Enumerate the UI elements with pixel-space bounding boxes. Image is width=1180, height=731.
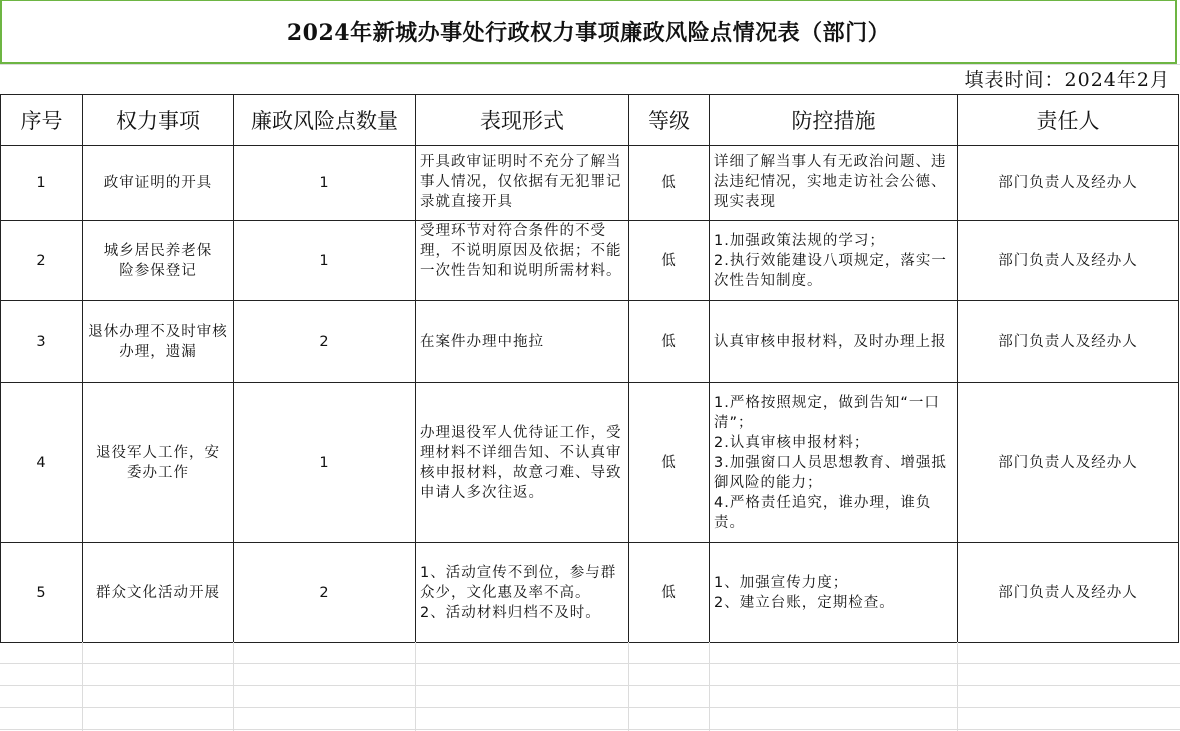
cell-item: 退役军人工作，安委办工作 xyxy=(83,383,234,543)
header-row xyxy=(1,95,1179,146)
risk-table xyxy=(0,94,1179,643)
cell-count: 2 xyxy=(234,301,416,383)
cell-measures: 1.加强政策法规的学习； 2.执行效能建设八项规定，落实一次性告知制度。 xyxy=(710,221,958,301)
cell-count: 1 xyxy=(234,221,416,301)
gridline xyxy=(233,642,234,731)
cell-item: 群众文化活动开展 xyxy=(83,543,234,643)
gridline xyxy=(957,642,958,731)
cell-form: 办理退役军人优待证工作，受理材料不详细告知、不认真审核申报材料，故意刁难、导致申请人多次往返。 xyxy=(416,383,629,543)
cell-form: 受理环节对符合条件的不受理，不说明原因及依据；不能一次性告知和说明所需材料。 xyxy=(416,221,629,301)
cell-no: 3 xyxy=(1,301,83,383)
cell-person: 部门负责人及经办人 xyxy=(958,301,1179,383)
cell-level: 低 xyxy=(629,301,710,383)
table-row xyxy=(1,383,1179,543)
cell-measures: 详细了解当事人有无政治问题、违法违纪情况，实地走访社会公德、现实表现 xyxy=(710,146,958,221)
cell-no: 1 xyxy=(1,146,83,221)
cell-form: 开具政审证明时不充分了解当事人情况，仅依据有无犯罪记录就直接开具 xyxy=(416,146,629,221)
cell-no: 2 xyxy=(1,221,83,301)
gridline xyxy=(415,642,416,731)
table-row xyxy=(1,146,1179,221)
title-text: 2024年新城办事处行政权力事项廉政风险点情况表（部门） xyxy=(286,20,891,46)
gridline xyxy=(628,642,629,731)
col-header-count: 廉政风险点数量 xyxy=(234,95,416,146)
cell-measures: 1、加强宣传力度； 2、建立台账，定期检查。 xyxy=(710,543,958,643)
col-header-item: 权力事项 xyxy=(83,95,234,146)
cell-count: 1 xyxy=(234,383,416,543)
cell-no: 5 xyxy=(1,543,83,643)
cell-person: 部门负责人及经办人 xyxy=(958,383,1179,543)
col-header-level: 等级 xyxy=(629,95,710,146)
cell-person: 部门负责人及经办人 xyxy=(958,221,1179,301)
col-header-person: 责任人 xyxy=(958,95,1179,146)
cell-measures: 认真审核申报材料，及时办理上报 xyxy=(710,301,958,383)
cell-count: 1 xyxy=(234,146,416,221)
cell-level: 低 xyxy=(629,221,710,301)
empty-sheet-rows xyxy=(0,642,1180,731)
cell-person: 部门负责人及经办人 xyxy=(958,543,1179,643)
cell-measures: 1.严格按照规定，做到告知“一口清”； 2.认真审核申报材料； 3.加强窗口人员思想教育、增强抵御风险的能力； 4.严格责任追究，谁办理，谁负责。 xyxy=(710,383,958,543)
table-row xyxy=(1,543,1179,643)
col-header-measures: 防控措施 xyxy=(710,95,958,146)
gridline xyxy=(0,64,1180,65)
cell-form: 在案件办理中拖拉 xyxy=(416,301,629,383)
cell-item: 退休办理不及时审核办理，遗漏 xyxy=(83,301,234,383)
cell-item: 城乡居民养老保险参保登记 xyxy=(83,221,234,301)
cell-no: 4 xyxy=(1,383,83,543)
gridline xyxy=(82,642,83,731)
col-header-no: 序号 xyxy=(1,95,83,146)
table-row xyxy=(1,221,1179,301)
cell-form: 1、活动宣传不到位，参与群众少，文化惠及率不高。 2、活动材料归档不及时。 xyxy=(416,543,629,643)
col-header-form: 表现形式 xyxy=(416,95,629,146)
table-row xyxy=(1,301,1179,383)
table-title xyxy=(0,0,1177,64)
cell-level: 低 xyxy=(629,383,710,543)
cell-person: 部门负责人及经办人 xyxy=(958,146,1179,221)
fill-time: 填表时间：2024年2月 xyxy=(964,69,1170,91)
gridline xyxy=(709,642,710,731)
cell-item: 政审证明的开具 xyxy=(83,146,234,221)
cell-level: 低 xyxy=(629,543,710,643)
cell-count: 2 xyxy=(234,543,416,643)
cell-level: 低 xyxy=(629,146,710,221)
